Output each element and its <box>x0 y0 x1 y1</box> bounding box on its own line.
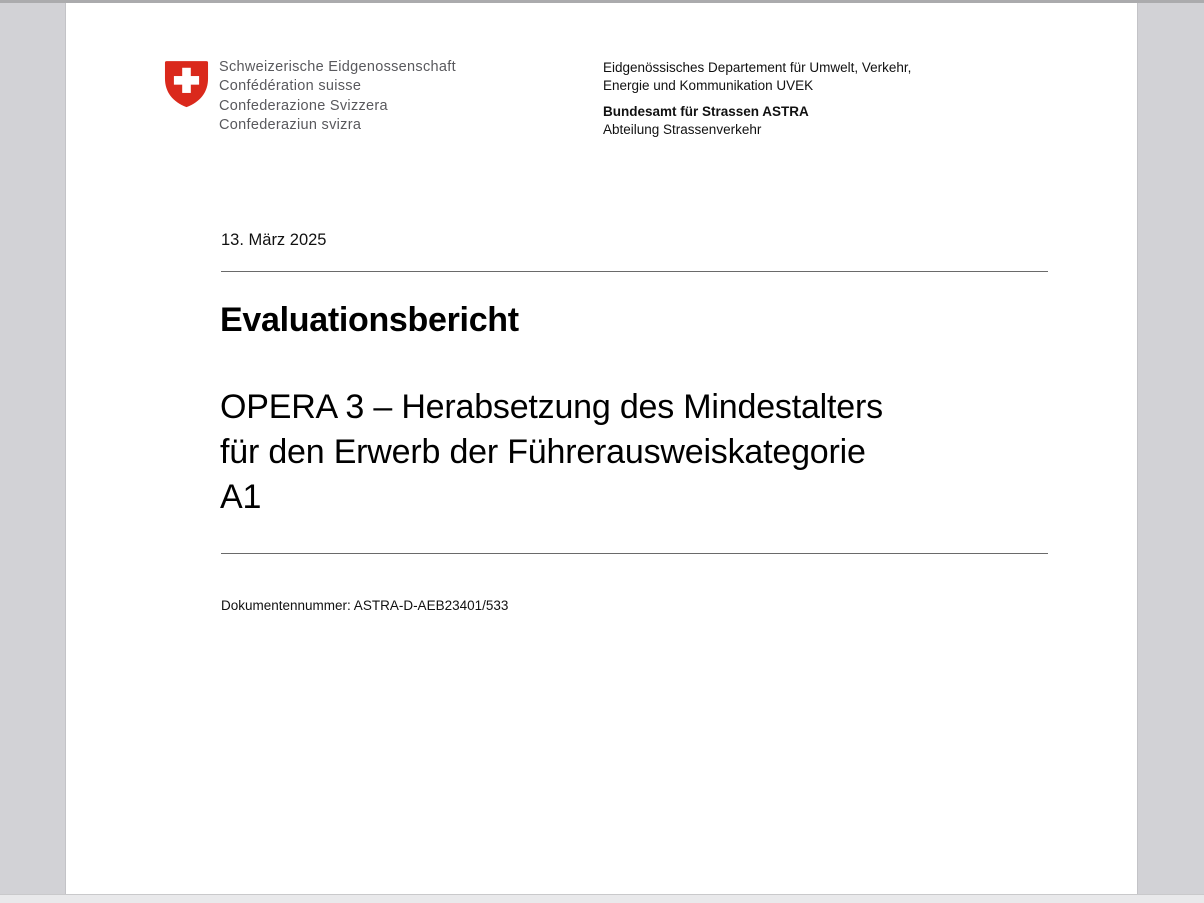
horizontal-rule-top <box>221 271 1048 272</box>
department-line-1: Eidgenössisches Departement für Umwelt, Verkehr, <box>603 60 912 75</box>
wordmark-line-it: Confederazione Svizzera <box>219 97 388 114</box>
document-date: 13. März 2025 <box>221 231 327 249</box>
wordmark-line-rm: Confederaziun svizra <box>219 117 362 134</box>
horizontal-rule-bottom <box>221 553 1048 554</box>
division-name: Abteilung Strassenverkehr <box>603 122 762 137</box>
subtitle-line-3: A1 <box>220 478 262 516</box>
subtitle-line-2: für den Erwerb der Führerausweiskategorie <box>220 433 866 471</box>
wordmark-line-fr: Confédération suisse <box>219 78 362 95</box>
document-subtitle <box>220 385 883 520</box>
swiss-cross-shield-icon <box>160 56 213 111</box>
office-name: Bundesamt für Strassen ASTRA <box>603 104 809 119</box>
department-line-2: Energie und Kommunikation UVEK <box>603 78 814 93</box>
department-block <box>603 59 911 95</box>
office-block <box>603 103 809 139</box>
confederation-wordmark <box>219 58 456 136</box>
document-number: Dokumentennummer: ASTRA-D-AEB23401/533 <box>221 598 509 613</box>
wordmark-line-de: Schweizerische Eidgenossenschaft <box>219 59 456 75</box>
document-title: Evaluationsbericht <box>220 301 519 339</box>
subtitle-line-1: OPERA 3 – Herabsetzung des Mindestalters <box>220 388 883 426</box>
viewer-bottom-edge <box>0 894 1204 903</box>
document-page <box>65 3 1138 894</box>
